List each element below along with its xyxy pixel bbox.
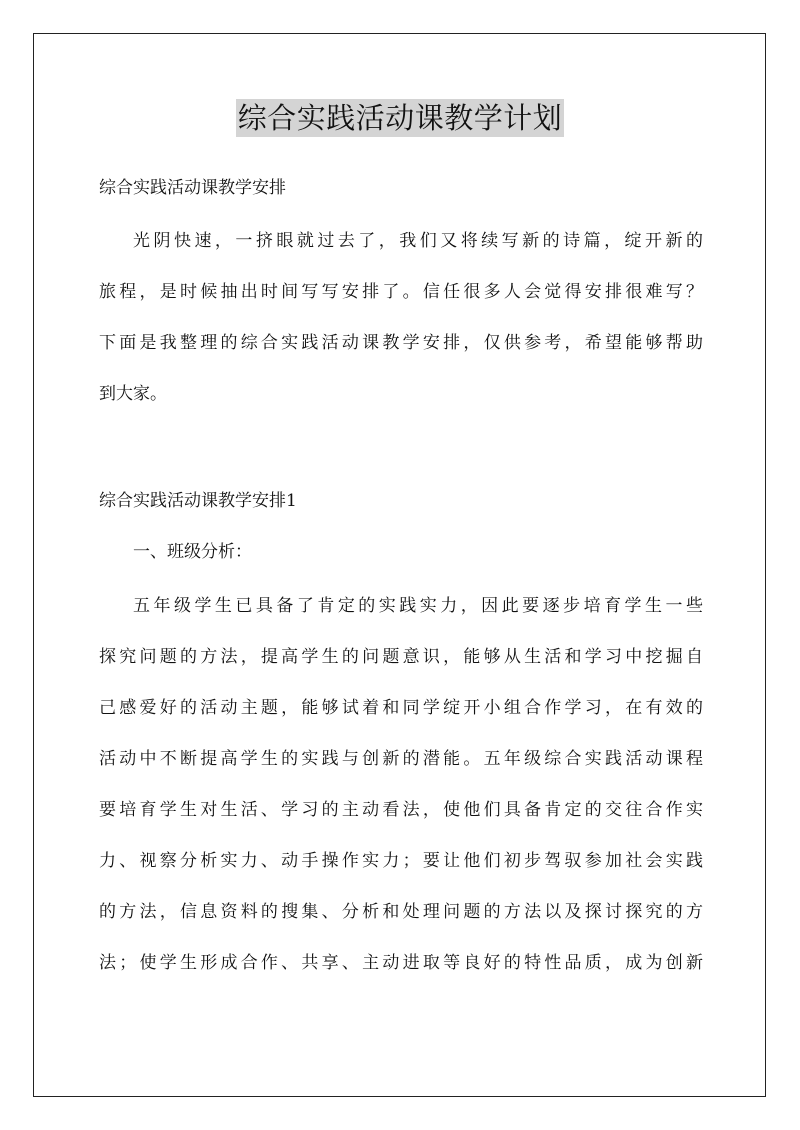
body-line-4: 活动中不断提高学生的实践与创新的潜能。五年级综合实践活动课程 [99,749,703,769]
body-line-1: 五年级学生已具备了肯定的实践实力，因此要逐步培育学生一些 [133,596,703,616]
intro-line-4: 到大家。 [99,384,167,404]
body-line-2: 探究问题的方法，提高学生的问题意识，能够从生活和学习中挖掘自 [99,647,703,667]
intro-line-1: 光阴快速，一挤眼就过去了，我们又将续写新的诗篇，绽开新的 [133,231,703,251]
body-line-7: 的方法，信息资料的搜集、分析和处理问题的方法以及探讨探究的方 [99,902,703,922]
title-container [0,99,800,137]
intro-line-3: 下面是我整理的综合实践活动课教学安排，仅供参考，希望能够帮助 [99,333,703,353]
intro-line-2: 旅程，是时候抽出时间写写安排了。信任很多人会觉得安排很难写？ [99,282,703,302]
body-line-3: 己感爱好的活动主题，能够试着和同学绽开小组合作学习，在有效的 [99,698,703,718]
body-line-5: 要培育学生对生活、学习的主动看法，使他们具备肯定的交往合作实 [99,800,703,820]
document-subtitle: 综合实践活动课教学安排 [99,178,286,198]
document-title: 综合实践活动课教学计划 [237,101,563,135]
subsection-heading: 一、班级分析： [133,542,252,562]
section-heading: 综合实践活动课教学安排1 [99,491,297,511]
body-line-8: 法；使学生形成合作、共享、主动进取等良好的特性品质，成为创新 [99,953,703,973]
body-line-6: 力、视察分析实力、动手操作实力；要让他们初步驾驭参加社会实践 [99,851,703,871]
